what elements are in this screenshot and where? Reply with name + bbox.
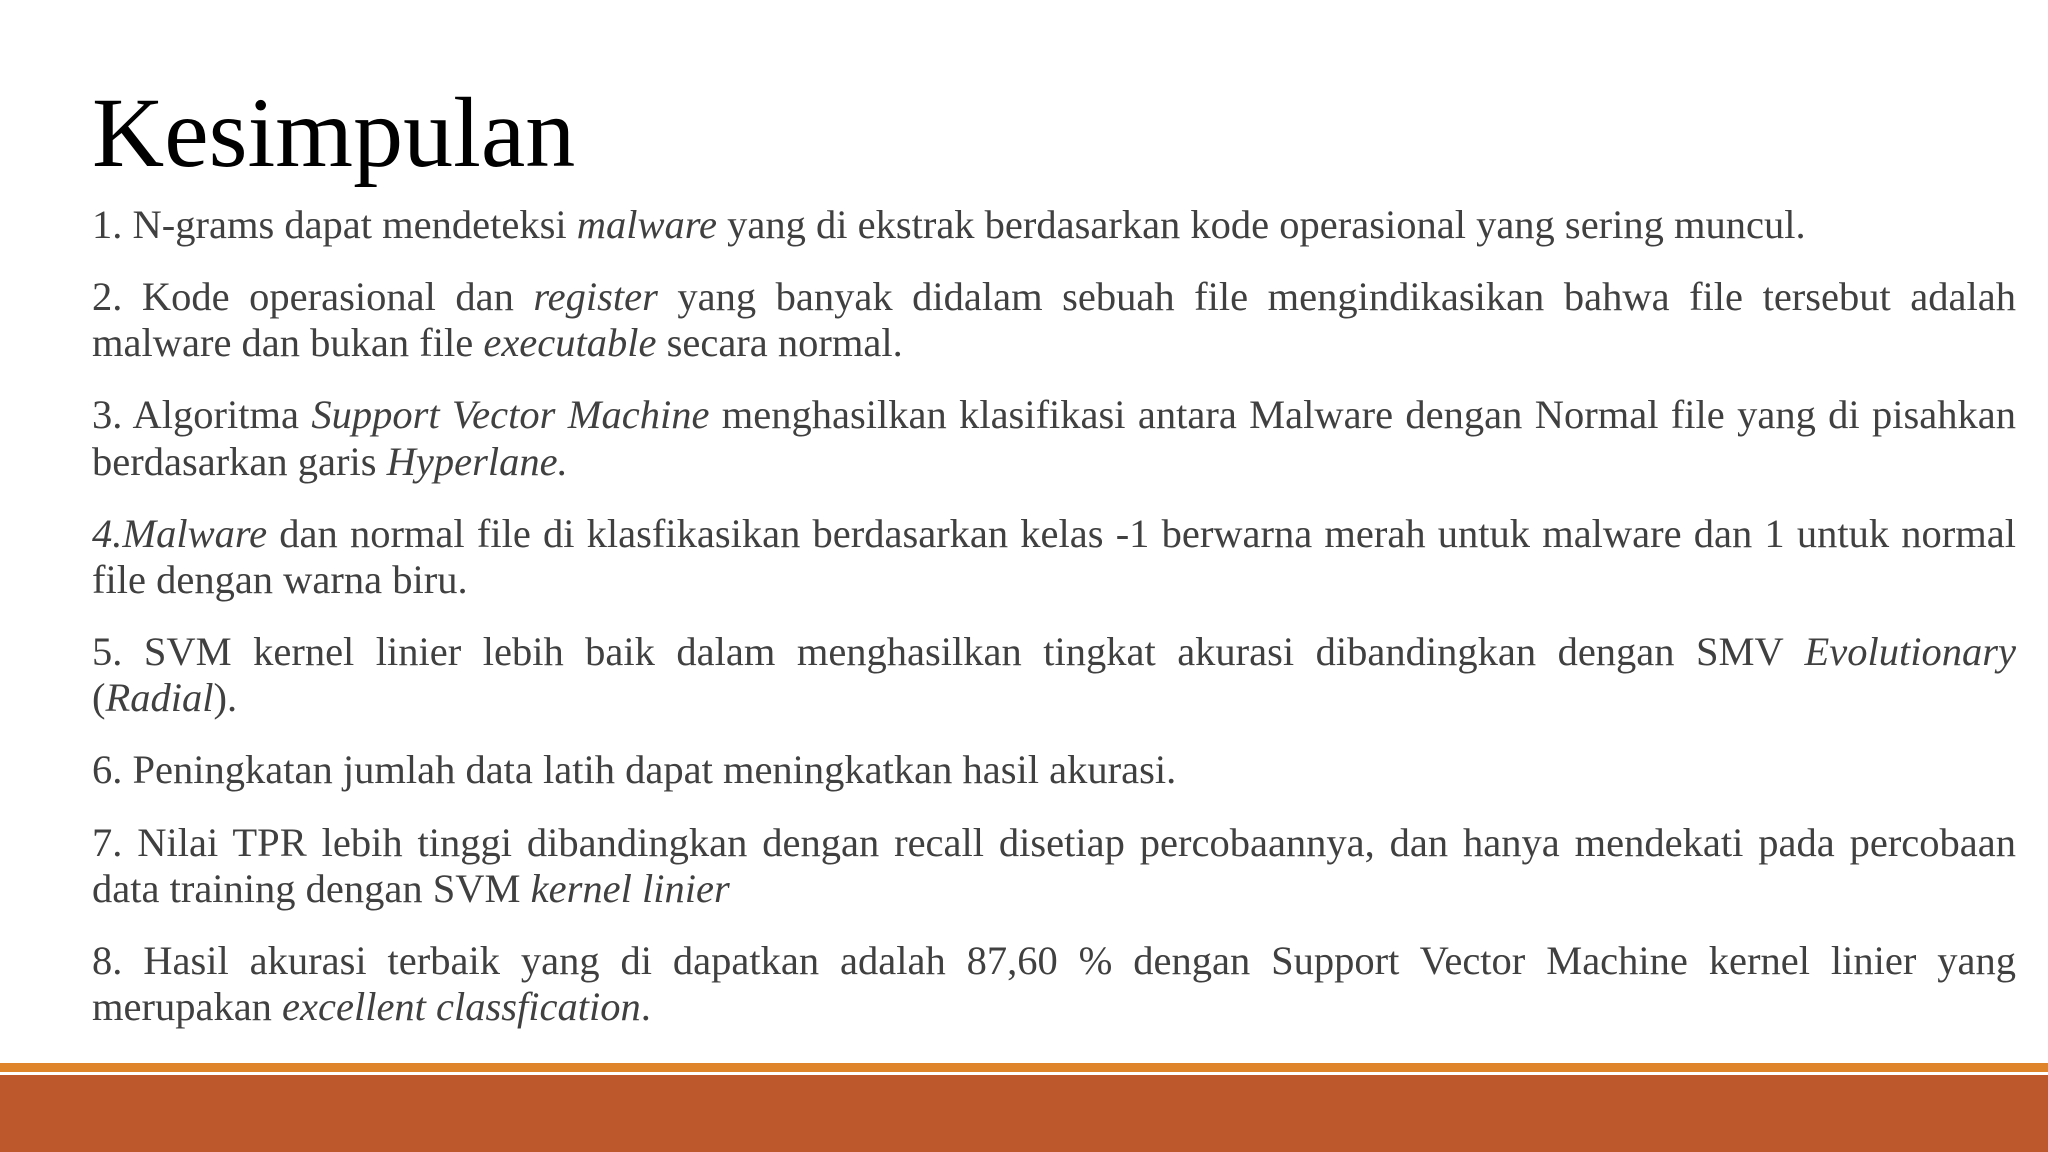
conclusion-item-3 (92, 392, 2016, 484)
italic-term: Support Vector Machine (311, 392, 710, 438)
text-segment: 6. Peningkatan jumlah data latih dapat meningkatkan hasil akurasi. (92, 747, 1177, 793)
italic-term: excellent classfication (282, 984, 641, 1030)
text-segment: 3. Algoritma (92, 392, 312, 438)
text-segment: secara normal. (656, 320, 903, 366)
slide-title: Kesimpulan (92, 77, 576, 188)
italic-term: Radial (105, 675, 214, 721)
text-segment: yang di ekstrak berdasarkan kode operasional yang sering muncul. (716, 202, 1806, 247)
conclusion-list (92, 202, 2016, 1056)
italic-term: 4.Malware (92, 510, 268, 556)
italic-term: malware (576, 202, 717, 247)
text-segment: 5. SVM kernel linier lebih baik dalam menghasilkan tingkat akurasi dibandingkan dengan SMV (92, 629, 1805, 675)
italic-term: Evolutionary (1804, 629, 2016, 675)
text-segment: 8. Hasil akurasi terbaik yang di dapatkan adalah 87,60 % dengan Support Vector Machine kernel linier yang merupakan (92, 937, 2016, 1030)
text-segment: yang banyak didalam sebuah file mengindikasikan bahwa file tersebut adalah malware dan bukan file (92, 274, 2016, 366)
conclusion-item-4 (92, 511, 2016, 603)
text-segment: 1. N-grams dapat mendeteksi (92, 202, 577, 247)
italic-term: register (533, 274, 658, 320)
text-segment: ( (92, 675, 106, 721)
conclusion-item-1 (92, 202, 2016, 248)
text-segment: dan normal file di klasfikasikan berdasarkan kelas -1 berwarna merah untuk malware dan 1 untuk normal file dengan warna biru. (92, 510, 2016, 602)
text-segment: 2. Kode operasional dan (92, 274, 534, 320)
italic-term: kernel linier (530, 865, 730, 911)
footer-accent-line (0, 1063, 2048, 1072)
text-segment: ). (213, 675, 238, 721)
conclusion-item-8 (92, 938, 2016, 1030)
conclusion-item-7 (92, 820, 2016, 912)
conclusion-item-2 (92, 274, 2016, 366)
conclusion-item-5 (92, 629, 2016, 721)
footer-bar (0, 1075, 2048, 1152)
text-segment: menghasilkan klasifikasi antara Malware dengan Normal file yang di pisahkan berdasarkan garis (92, 392, 2016, 484)
conclusion-item-6 (92, 747, 2016, 793)
italic-term: Hyperlane. (386, 438, 568, 484)
italic-term: executable (483, 320, 657, 366)
text-segment: . (640, 984, 651, 1030)
text-segment: 7. Nilai TPR lebih tinggi dibandingkan dengan recall disetiap percobaannya, dan hanya mendekati pada percobaan data training dengan SVM (92, 819, 2016, 911)
